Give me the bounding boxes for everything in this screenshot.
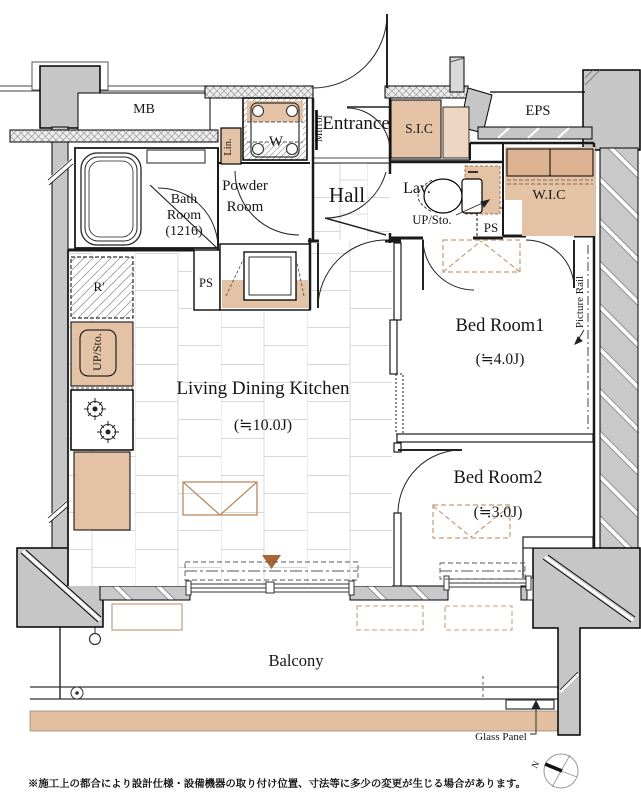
label-wic: W.I.C [532,188,566,203]
eps-wall-bottom [478,127,592,139]
label-entrance: Entrance [322,113,390,134]
glass-panel [506,700,554,709]
bath-counter [147,150,205,163]
label-bed1-size: (≒4.0J) [475,351,525,368]
label-upsto-kitchen: UP/Sto. [90,333,104,371]
label-north: N [529,759,542,770]
label-picture-rail: Picture Rail [574,275,586,329]
label-powder-1: Powder [222,178,268,194]
label-mb: MB [133,102,155,117]
bottom-wall-1 [100,586,190,600]
label-glass-panel: Glass Panel [475,731,527,743]
shoe-closet-shelf [443,107,469,158]
label-powder-2: Room [226,199,264,215]
label-hall: Hall [328,183,366,207]
label-sic: S.I.C [405,121,433,136]
right-wall [600,148,638,548]
label-bath-2: Room [166,208,202,223]
balcony-edge-band [30,711,578,731]
label-ps-right: PS [483,220,499,235]
kitchen-fixtures [71,257,133,530]
label-ldk: Living Dining Kitchen [176,378,350,399]
label-fridge: R' [93,279,105,294]
footnote: ※施工上の都合により設計仕様・設備機器の取り付け位置、寸法等に多少の変更が生じる場合があります。 [28,779,526,790]
label-bath-1: Bath [170,192,198,207]
label-bed1: Bed Room1 [455,316,545,336]
label-mirror: Mirror [314,114,325,142]
label-ps-left: PS [199,276,213,290]
kitchen-counter [74,452,130,530]
bottom-wall-2 [350,586,448,600]
drain-icon [90,634,101,645]
label-bed2: Bed Room2 [453,468,543,488]
label-eps: EPS [525,103,551,119]
wall-hatch-2 [205,86,313,98]
label-upsto-lav: UP/Sto. [412,213,452,227]
label-bed2-size: (≒3.0J) [473,504,523,521]
left-wall [52,127,68,560]
label-lav: Lav. [403,180,431,197]
washer-pan-icon [243,98,307,160]
vent-fin [450,57,464,92]
label-balcony: Balcony [268,651,324,670]
stove [71,390,133,450]
label-ldk-size: (≒10.0J) [233,417,293,434]
label-bath-3: (1216) [165,224,203,239]
wall-hatch-1 [10,130,218,142]
label-washer: W [268,134,284,150]
label-lin: Lin. [223,138,234,156]
